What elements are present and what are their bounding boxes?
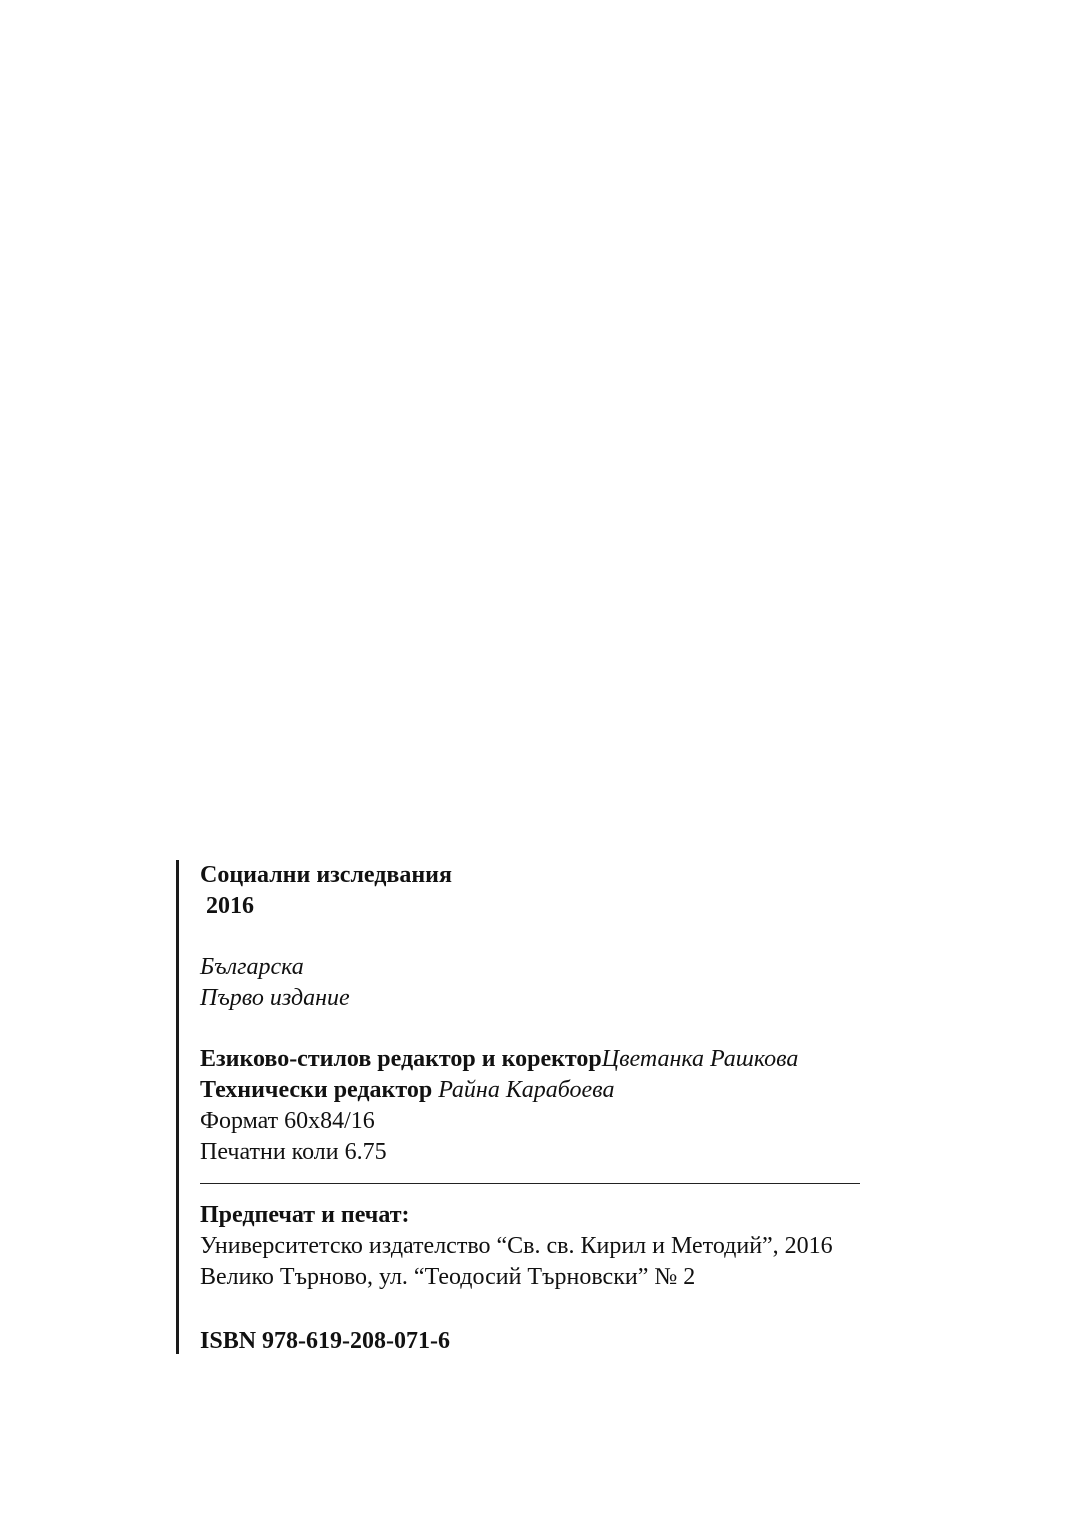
print-block bbox=[200, 1200, 860, 1293]
format: Формат 60х84/16 bbox=[200, 1108, 375, 1134]
publication-year: 2016 bbox=[206, 893, 254, 919]
technical-editor-name: Райна Карабоева bbox=[438, 1077, 615, 1103]
language: Българска bbox=[200, 954, 304, 980]
colophon-content bbox=[200, 860, 860, 1168]
language-editor-line bbox=[200, 1044, 860, 1075]
address: Велико Търново, ул. “Теодосий Търновски” № 2 bbox=[200, 1264, 696, 1290]
vertical-rule bbox=[176, 860, 179, 1354]
print-heading: Предпечат и печат: bbox=[200, 1202, 410, 1228]
edition: Първо издание bbox=[200, 985, 350, 1011]
horizontal-rule bbox=[200, 1183, 860, 1184]
print-sheets: Печатни коли 6.75 bbox=[200, 1139, 387, 1165]
technical-editor-line bbox=[200, 1075, 860, 1106]
publisher: Университетско издателство “Св. св. Кирил и Методий”, 2016 bbox=[200, 1233, 833, 1259]
spacer bbox=[200, 922, 860, 952]
language-editor-name: Цветанка Рашкова bbox=[601, 1046, 799, 1072]
colophon-block bbox=[176, 860, 860, 1354]
book-title: Социални изследвания bbox=[200, 862, 452, 888]
technical-editor-label: Технически редактор bbox=[200, 1077, 433, 1103]
isbn: ISBN 978-619-208-071-6 bbox=[200, 1328, 450, 1354]
language-editor-label: Езиково-стилов редактор и коректор bbox=[200, 1046, 602, 1072]
spacer bbox=[200, 1014, 860, 1044]
